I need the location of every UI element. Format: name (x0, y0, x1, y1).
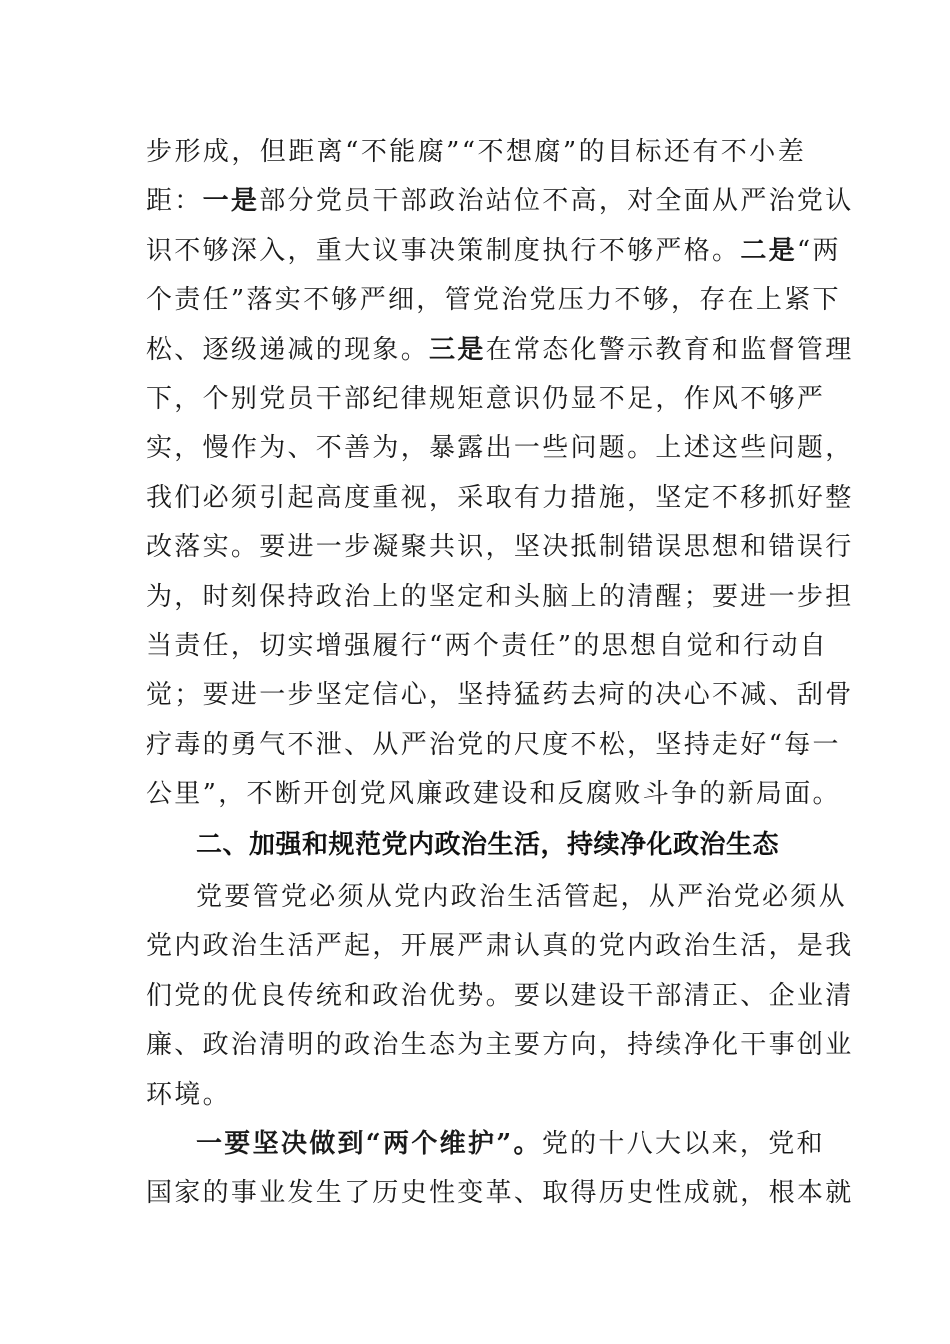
bold-lead: 一要坚决做到“两个维护”。 (196, 1129, 542, 1159)
text-line: 识不够深入，重大议事决策制度执行不够严格。二是“两 (146, 235, 841, 266)
section-heading: 二、加强和规范党内政治生活，持续净化政治生态 (196, 830, 780, 860)
text-line: 实，慢作为、不善为，暴露出一些问题。上述这些问题， (146, 433, 854, 464)
text-line: 国家的事业发生了历史性变革、取得历史性成就，根本就 (146, 1178, 854, 1209)
text-line: 距：一是部分党员干部政治站位不高，对全面从严治党认 (146, 186, 854, 217)
text-line: 们党的优良传统和政治优势。要以建设干部清正、企业清 (146, 980, 854, 1011)
paragraph-1 (146, 128, 854, 819)
text-line: 公里”，不断开创党风廉政建设和反腐败斗争的新局面。 (146, 779, 841, 810)
text-line: 改落实。要进一步凝聚共识，坚决抵制错误思想和错误行 (146, 532, 854, 563)
text-line: 觉；要进一步坚定信心，坚持猛药去疴的决心不减、刮骨 (146, 680, 854, 711)
text-line: 当责任，切实增强履行“两个责任”的思想自觉和行动自 (146, 630, 829, 661)
bold-term: 二是 (740, 235, 797, 266)
bold-term: 一是 (202, 186, 260, 217)
text-line: 下，个别党员干部纪律规矩意识仍显不足，作风不够严 (146, 383, 826, 414)
text-line: 一要坚决做到“两个维护”。党的十八大以来，党和 (196, 1129, 825, 1159)
text-line: 党要管党必须从党内政治生活管起，从严治党必须从 (196, 882, 847, 912)
text-line: 廉、政治清明的政治生态为主要方向，持续净化干事创业 (146, 1030, 854, 1061)
paragraph-2 (146, 873, 854, 1120)
text-line: 松、逐级递减的现象。三是在常态化警示教育和监督管理 (146, 334, 854, 365)
paragraph-3 (146, 1120, 854, 1219)
bold-term: 三是 (429, 334, 486, 365)
text-line: 疗毒的勇气不泄、从严治党的尺度不松，坚持走好“每一 (146, 729, 841, 760)
text-line: 个责任”落实不够严细，管党治党压力不够，存在上紧下 (146, 285, 841, 316)
text-line: 党内政治生活严起，开展严肃认真的党内政治生活，是我 (146, 931, 854, 962)
text-line: 步形成，但距离“不能腐”“不想腐”的目标还有不小差 (146, 137, 806, 167)
text-line: 环境。 (146, 1079, 231, 1110)
text-line: 为，时刻保持政治上的坚定和头脑上的清醒；要进一步担 (146, 581, 854, 612)
text-line: 我们必须引起高度重视，采取有力措施，坚定不移抓好整 (146, 482, 854, 513)
